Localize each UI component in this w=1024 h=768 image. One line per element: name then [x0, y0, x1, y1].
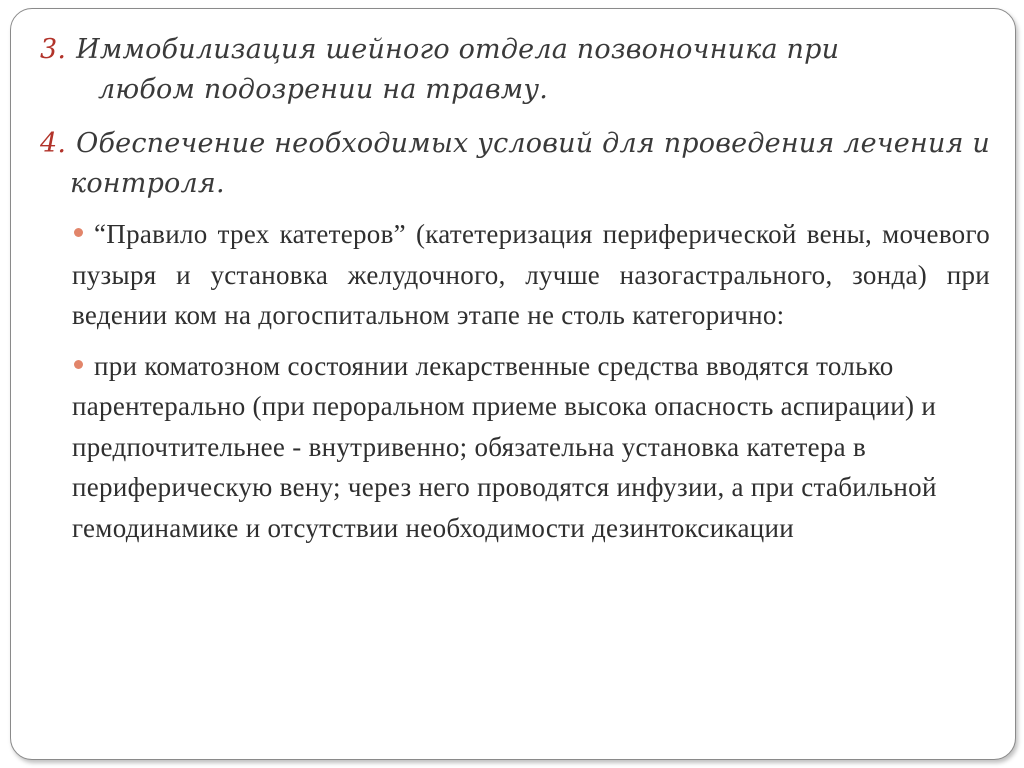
bullet-dot-icon: [74, 360, 83, 369]
list-item-text: Обеспечение необходимых условий для проведения лечения и контроля.: [70, 128, 991, 199]
list-item-4: [40, 124, 990, 204]
list-item-3: [40, 30, 990, 110]
bullet-dot-icon: [74, 228, 83, 237]
bullet-item: [40, 346, 990, 549]
slide-content: [40, 30, 990, 548]
bullet-text: “Правило трех катетеров” (катетеризация периферической вены, мочевого пузыря и установка желудочного, лучше назогастрального, зонда) при ведении ком на догоспитальном этапе не столь категорично:: [72, 219, 990, 330]
bullet-text: при коматозном состоянии лекарственные средства вводятся только парентерально (при пероральном приеме высока опасность аспирации) и предпочтительнее - внутривенно; обязательна установка катетера в периферическую вену; через него проводятся инфузии, а при стабильной гемодинамике и отсутствии необходимости дезинтоксикации: [72, 350, 937, 543]
bullet-item: [40, 214, 990, 336]
list-item-text-line1: Иммобилизация шейного отдела позвоночника при: [76, 34, 840, 65]
list-number: 3.: [40, 34, 67, 65]
list-number: 4.: [40, 128, 67, 159]
list-item-text-line2: любом подозрении на травму.: [98, 74, 549, 105]
